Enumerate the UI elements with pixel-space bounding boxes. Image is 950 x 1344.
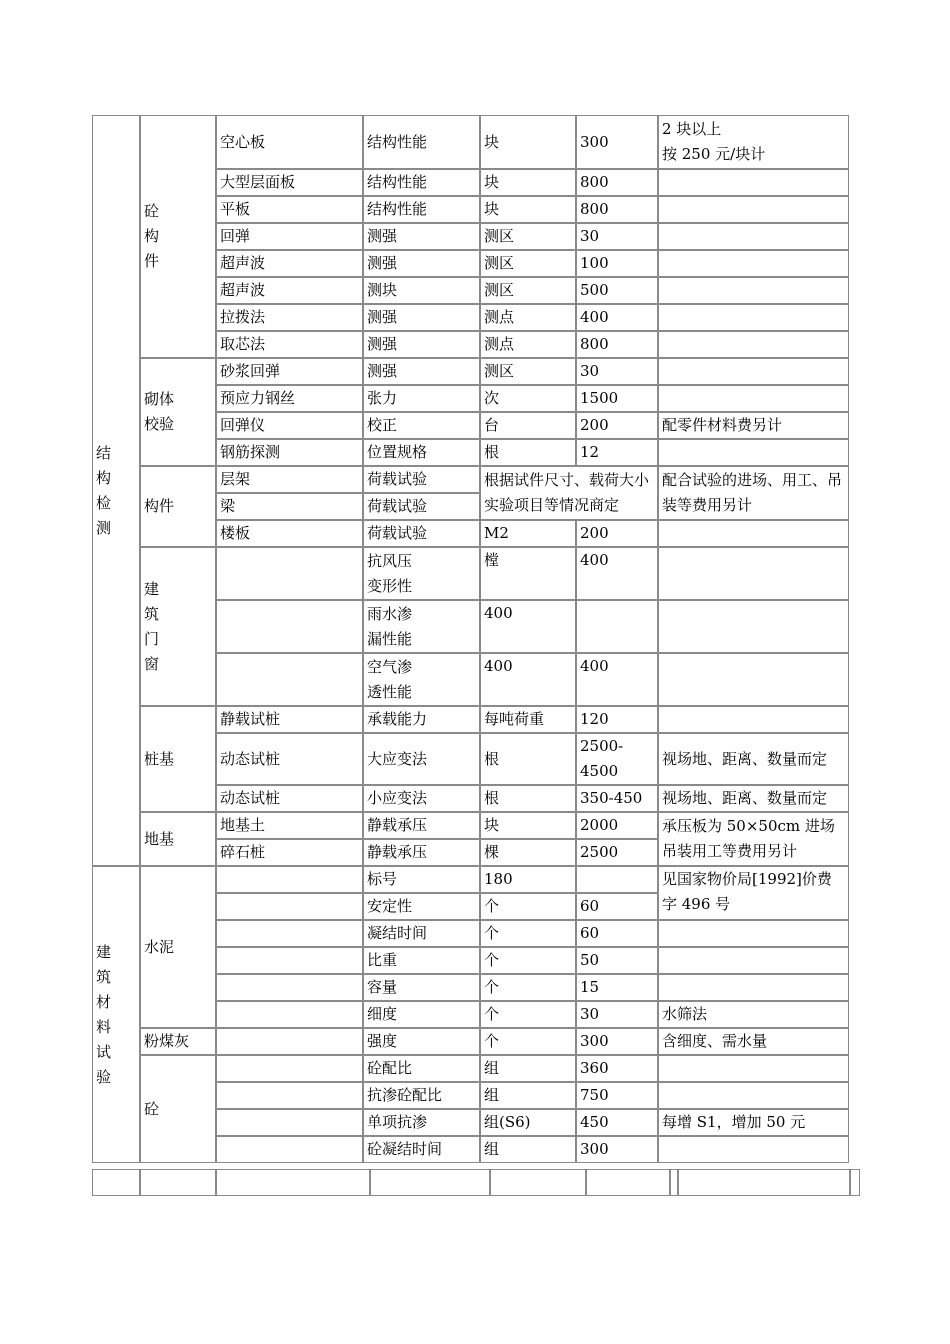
cell-price: 800: [576, 196, 658, 223]
cell-unit: 根: [480, 733, 576, 785]
cell-note: [658, 1082, 849, 1109]
cell-test: 雨水渗 漏性能: [363, 600, 480, 653]
cell-test: 测强: [363, 223, 480, 250]
cell-price: 300: [576, 115, 658, 169]
section-material-testing: 建 筑 材 料 试 验: [92, 866, 140, 1163]
cell-note: [658, 1055, 849, 1082]
cell-test: 比重: [363, 947, 480, 974]
cell-note: [658, 920, 849, 947]
cell-item: 层架: [216, 466, 363, 493]
cell-unit: 个: [480, 1028, 576, 1055]
cell-unit: 根: [480, 439, 576, 466]
cell-test: 张力: [363, 385, 480, 412]
cell-item: 楼板: [216, 520, 363, 547]
cell-price: 750: [576, 1082, 658, 1109]
cell-note: 水筛法: [658, 1001, 849, 1028]
cell-price: 400: [576, 304, 658, 331]
cell-unit: M2: [480, 520, 576, 547]
group-concrete: 砼: [140, 1055, 216, 1163]
cell-unit: 块: [480, 196, 576, 223]
cell-test: 位置规格: [363, 439, 480, 466]
cell-unit: 组: [480, 1082, 576, 1109]
cell-unit: 400: [480, 653, 576, 706]
group-concrete-members: 砼 构 件: [140, 115, 216, 358]
cell-price: 2500: [576, 839, 658, 866]
cell-test: 静载承压: [363, 839, 480, 866]
cell-price: 1500: [576, 385, 658, 412]
cell-item: 取芯法: [216, 331, 363, 358]
cell-item: 空心板: [216, 115, 363, 169]
cell-test: 空气渗 透性能: [363, 653, 480, 706]
cell-item: [216, 920, 363, 947]
cell-unit: 樘: [480, 547, 576, 600]
cell-note: 2 块以上 按 250 元/块计: [658, 115, 849, 169]
cell-note: [658, 223, 849, 250]
cell-item: 平板: [216, 196, 363, 223]
cell-unit: 个: [480, 1001, 576, 1028]
cell-note: [658, 439, 849, 466]
empty-footer-cell: [490, 1169, 586, 1196]
cell-note: 视场地、距离、数量而定: [658, 785, 849, 812]
cell-unit: 个: [480, 920, 576, 947]
cell-note: [658, 974, 849, 1001]
cell-unit: 块: [480, 812, 576, 839]
cell-price: 200: [576, 412, 658, 439]
cell-test: 大应变法: [363, 733, 480, 785]
cell-test: 抗渗砼配比: [363, 1082, 480, 1109]
cell-item: 回弹仪: [216, 412, 363, 439]
cell-unit: 棵: [480, 839, 576, 866]
cell-note: 每增 S1，增加 50 元: [658, 1109, 849, 1136]
cell-unit: 个: [480, 893, 576, 920]
group-cement: 水泥: [140, 866, 216, 1028]
cell-item: [216, 547, 363, 600]
cell-item: 碎石桩: [216, 839, 363, 866]
cell-unit: 次: [480, 385, 576, 412]
cell-price: 30: [576, 223, 658, 250]
empty-footer-cell: [850, 1169, 860, 1196]
cell-test: 砼凝结时间: [363, 1136, 480, 1163]
cell-price: [576, 600, 658, 653]
cell-unit: 测区: [480, 223, 576, 250]
group-doors-windows: 建 筑 门 窗: [140, 547, 216, 706]
cell-unit: 块: [480, 115, 576, 169]
empty-footer-cell: [586, 1169, 670, 1196]
cell-test: 结构性能: [363, 169, 480, 196]
cell-price: 500: [576, 277, 658, 304]
cell-price: 120: [576, 706, 658, 733]
cell-unit: 测点: [480, 304, 576, 331]
cell-item: [216, 1055, 363, 1082]
cell-item: 超声波: [216, 250, 363, 277]
cell-price: 50: [576, 947, 658, 974]
cell-unit: 块: [480, 169, 576, 196]
cell-note: [658, 196, 849, 223]
merged-cement-note: 见国家物价局[1992]价费字 496 号: [658, 866, 849, 920]
cell-unit: 根: [480, 785, 576, 812]
cell-test: 细度: [363, 1001, 480, 1028]
empty-footer-cell: [140, 1169, 216, 1196]
group-members: 构件: [140, 466, 216, 547]
cell-unit: 测区: [480, 277, 576, 304]
cell-test: 测强: [363, 358, 480, 385]
price-table: [92, 115, 849, 1169]
cell-price: 15: [576, 974, 658, 1001]
cell-item: [216, 1082, 363, 1109]
cell-price: 350-450: [576, 785, 658, 812]
cell-unit: 台: [480, 412, 576, 439]
cell-item: 地基土: [216, 812, 363, 839]
cell-price: 12: [576, 439, 658, 466]
cell-test: 容量: [363, 974, 480, 1001]
cell-item: [216, 653, 363, 706]
empty-footer-cell: [678, 1169, 850, 1196]
cell-item: 静载试桩: [216, 706, 363, 733]
cell-note: [658, 277, 849, 304]
cell-note: [658, 358, 849, 385]
cell-note: [658, 331, 849, 358]
cell-test: 小应变法: [363, 785, 480, 812]
cell-price: 2000: [576, 812, 658, 839]
cell-note: [658, 304, 849, 331]
cell-note: [658, 250, 849, 277]
cell-test: 静载承压: [363, 812, 480, 839]
cell-test: 凝结时间: [363, 920, 480, 947]
cell-item: [216, 1136, 363, 1163]
cell-unit: 测区: [480, 250, 576, 277]
empty-footer-cell: [370, 1169, 490, 1196]
cell-test: 荷载试验: [363, 520, 480, 547]
cell-item: [216, 974, 363, 1001]
cell-price: 30: [576, 358, 658, 385]
cell-item: 大型层面板: [216, 169, 363, 196]
cell-price: 400: [576, 653, 658, 706]
cell-note: [658, 1136, 849, 1163]
cell-item: [216, 1028, 363, 1055]
empty-footer-cell: [216, 1169, 370, 1196]
cell-item: 动态试桩: [216, 733, 363, 785]
cell-unit: 每吨荷重: [480, 706, 576, 733]
cell-test: 标号: [363, 866, 480, 893]
cell-note: [658, 653, 849, 706]
cell-item: 预应力钢丝: [216, 385, 363, 412]
cell-item: 动态试桩: [216, 785, 363, 812]
cell-price: [576, 866, 658, 893]
cell-price: 800: [576, 331, 658, 358]
cell-price: 300: [576, 1028, 658, 1055]
cell-note: [658, 547, 849, 600]
cell-price: 450: [576, 1109, 658, 1136]
table-footer-row: [92, 1169, 860, 1196]
cell-unit: 个: [480, 947, 576, 974]
cell-note: [658, 706, 849, 733]
cell-unit: 个: [480, 974, 576, 1001]
cell-test: 校正: [363, 412, 480, 439]
cell-item: [216, 1001, 363, 1028]
cell-price: 200: [576, 520, 658, 547]
cell-test: 单项抗渗: [363, 1109, 480, 1136]
cell-item: 钢筋探测: [216, 439, 363, 466]
group-piles: 桩基: [140, 706, 216, 812]
cell-test: 砼配比: [363, 1055, 480, 1082]
cell-price: 100: [576, 250, 658, 277]
cell-price: 60: [576, 920, 658, 947]
cell-unit: 组: [480, 1055, 576, 1082]
cell-unit: 400: [480, 600, 576, 653]
merged-foundation-note: 承压板为 50×50cm 进场吊装用工等费用另计: [658, 812, 849, 866]
empty-footer-cell: [92, 1169, 140, 1196]
cell-test: 测强: [363, 250, 480, 277]
cell-test: 结构性能: [363, 115, 480, 169]
cell-item: 梁: [216, 493, 363, 520]
cell-item: [216, 893, 363, 920]
cell-unit: 测区: [480, 358, 576, 385]
cell-note: 视场地、距离、数量而定: [658, 733, 849, 785]
cell-item: [216, 600, 363, 653]
cell-item: 砂浆回弹: [216, 358, 363, 385]
cell-note: [658, 385, 849, 412]
cell-note: [658, 600, 849, 653]
cell-unit: 180: [480, 866, 576, 893]
cell-test: 测强: [363, 304, 480, 331]
cell-note: 含细度、需水量: [658, 1028, 849, 1055]
cell-price: 30: [576, 1001, 658, 1028]
cell-test: 结构性能: [363, 196, 480, 223]
cell-unit: 测点: [480, 331, 576, 358]
group-masonry: 砌体 校验: [140, 358, 216, 466]
group-foundation: 地基: [140, 812, 216, 866]
cell-unit: 组(S6): [480, 1109, 576, 1136]
cell-note: [658, 520, 849, 547]
section-structural-testing: 结 构 检 测: [92, 115, 140, 866]
cell-test: 测块: [363, 277, 480, 304]
cell-item: 回弹: [216, 223, 363, 250]
cell-price: 400: [576, 547, 658, 600]
cell-item: 拉拨法: [216, 304, 363, 331]
group-fly-ash: 粉煤灰: [140, 1028, 216, 1055]
cell-price: 800: [576, 169, 658, 196]
cell-note: [658, 169, 849, 196]
cell-test: 荷载试验: [363, 466, 480, 493]
cell-price: 2500- 4500: [576, 733, 658, 785]
cell-test: 安定性: [363, 893, 480, 920]
empty-footer-cell: [670, 1169, 678, 1196]
cell-price: 360: [576, 1055, 658, 1082]
cell-item: [216, 866, 363, 893]
merged-load-test-terms: 根据试件尺寸、载荷大小实验项目等情况商定: [480, 466, 658, 520]
cell-note: 配零件材料费另计: [658, 412, 849, 439]
cell-note: [658, 947, 849, 974]
cell-item: [216, 1109, 363, 1136]
cell-item: [216, 947, 363, 974]
cell-unit: 组: [480, 1136, 576, 1163]
cell-price: 60: [576, 893, 658, 920]
cell-test: 荷载试验: [363, 493, 480, 520]
cell-test: 承载能力: [363, 706, 480, 733]
merged-load-test-note: 配合试验的进场、用工、吊装等费用另计: [658, 466, 849, 520]
cell-test: 抗风压 变形性: [363, 547, 480, 600]
cell-item: 超声波: [216, 277, 363, 304]
cell-price: 300: [576, 1136, 658, 1163]
cell-test: 强度: [363, 1028, 480, 1055]
cell-test: 测强: [363, 331, 480, 358]
